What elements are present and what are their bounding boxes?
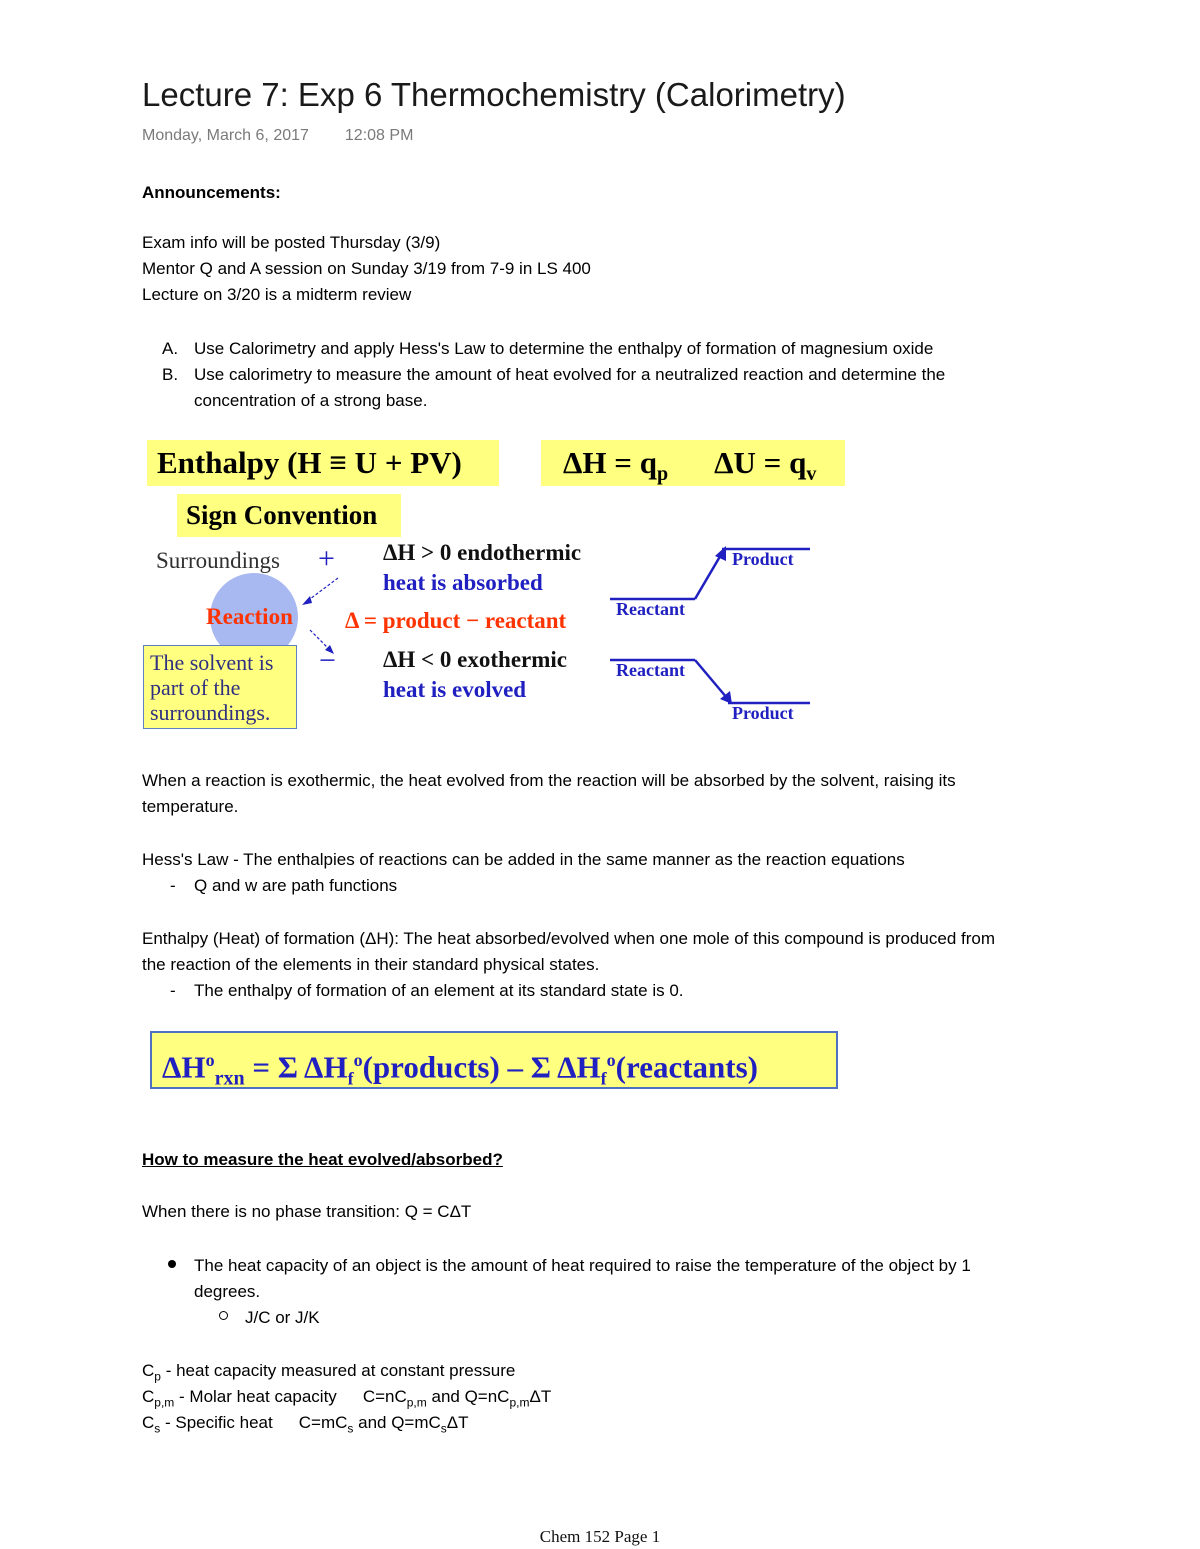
exothermic-paragraph: When a reaction is exothermic, the heat evolved from the reaction will be absorbed by the solvent, raising its bbox=[142, 771, 956, 790]
cs-eq1: C=mC bbox=[298, 1413, 348, 1432]
solvent-note-box bbox=[143, 645, 297, 729]
plus-sign: + bbox=[318, 542, 335, 575]
objective-text: concentration of a strong base. bbox=[194, 391, 428, 410]
minus-sign: − bbox=[319, 644, 336, 677]
page-time: 12:08 PM bbox=[344, 127, 414, 144]
units-line: J/C or J/K bbox=[245, 1308, 320, 1327]
page-title: Lecture 7: Exp 6 Thermochemistry (Calorimetry) bbox=[142, 76, 846, 113]
heat-evolved-label: heat is evolved bbox=[383, 677, 527, 702]
enthalpy-definition-box: Enthalpy (H ≡ U + PV) bbox=[147, 440, 499, 486]
formation-paragraph: Enthalpy (Heat) of formation (ΔH): The heat absorbed/evolved when one mole of this compound is produced from bbox=[142, 929, 995, 948]
endothermic-line: ΔH > 0 endothermic bbox=[383, 540, 582, 565]
reaction-label: Reaction bbox=[206, 604, 293, 629]
delta-definition: Δ = product − reactant bbox=[345, 608, 567, 633]
page-date: Monday, March 6, 2017 bbox=[142, 127, 309, 144]
exothermic-paragraph: temperature. bbox=[142, 797, 239, 816]
cs-eq2: Q=mC bbox=[391, 1413, 441, 1432]
absorb-arrow bbox=[306, 578, 338, 602]
no-phase-line: When there is no phase transition: Q = CΔT bbox=[142, 1202, 472, 1221]
objective-text: Use calorimetry to measure the amount of heat evolved for a neutralized reaction and determine the bbox=[194, 365, 946, 384]
cs-eq2-sub: s bbox=[440, 1421, 447, 1436]
hollow-bullet bbox=[219, 1311, 228, 1320]
cpm-and: and bbox=[426, 1387, 465, 1406]
hess-law-bullet bbox=[170, 873, 397, 899]
cpm-eq2-sub: p,m bbox=[509, 1395, 530, 1410]
endo-arrow-line bbox=[695, 553, 722, 599]
absorb-arrowhead bbox=[302, 596, 312, 605]
cpm-symbol: C bbox=[142, 1387, 155, 1406]
exo-product-label: Product bbox=[732, 703, 794, 723]
formula-degree: o bbox=[205, 1050, 215, 1070]
cp-subscript: p bbox=[154, 1369, 161, 1384]
du-subscript: v bbox=[806, 463, 817, 486]
heat-capacity-definition: The heat capacity of an object is the amount of heat required to raise the temperature of the object by 1 bbox=[194, 1256, 971, 1275]
cpm-eq2-end: ΔT bbox=[529, 1387, 552, 1406]
page-meta bbox=[142, 127, 413, 145]
announcements-heading: Announcements: bbox=[142, 183, 281, 202]
formula-reactants: (reactants) bbox=[615, 1049, 758, 1085]
heat-capacity-definition: degrees. bbox=[194, 1282, 261, 1301]
dh-subscript: p bbox=[656, 463, 669, 486]
endo-product-label: Product bbox=[732, 549, 794, 569]
dash-bullet: - bbox=[170, 981, 176, 1000]
du-equation: ΔU = q bbox=[714, 445, 807, 480]
surroundings-label: Surroundings bbox=[156, 548, 280, 573]
solvent-note-line: surroundings. bbox=[150, 700, 271, 725]
dash-bullet: - bbox=[170, 876, 176, 895]
dh-equation: ΔH = q bbox=[563, 445, 657, 480]
formula-products: (products) – Σ ΔH bbox=[362, 1049, 601, 1085]
announcement-line: Mentor Q and A session on Sunday 3/19 from 7-9 in LS 400 bbox=[142, 259, 591, 278]
formula-sum-products: = Σ ΔH bbox=[244, 1049, 348, 1085]
cpm-eq2: Q=nC bbox=[464, 1387, 510, 1406]
dh-du-equations-box bbox=[541, 440, 845, 486]
formula-rxn: rxn bbox=[214, 1067, 245, 1090]
objective-marker: A. bbox=[162, 339, 179, 358]
cpm-subscript: p,m bbox=[154, 1395, 175, 1410]
formula-f-sub: f bbox=[600, 1068, 607, 1089]
formation-bullet-text: The enthalpy of formation of an element at its standard state is 0. bbox=[194, 981, 684, 1000]
sign-convention-label: Sign Convention bbox=[177, 494, 401, 537]
exo-reactant-label: Reactant bbox=[616, 660, 685, 680]
solvent-note-line: part of the bbox=[150, 675, 241, 700]
cs-eq1-sub: s bbox=[347, 1421, 354, 1436]
cpm-eq1-sub: p,m bbox=[406, 1395, 427, 1410]
cp-symbol: C bbox=[142, 1361, 155, 1380]
formula-f-sub: f bbox=[347, 1068, 354, 1089]
bullet-dot bbox=[168, 1260, 176, 1268]
cs-definition bbox=[142, 1410, 469, 1441]
announcement-line: Exam info will be posted Thursday (3/9) bbox=[142, 233, 441, 252]
cpm-eq1: C=nC bbox=[362, 1387, 407, 1406]
cs-symbol: C bbox=[142, 1413, 155, 1432]
cs-and: and bbox=[353, 1413, 392, 1432]
formula-degree: o bbox=[353, 1050, 363, 1070]
cpm-text: - Molar heat capacity bbox=[174, 1387, 337, 1406]
objective-text: Use Calorimetry and apply Hess's Law to determine the enthalpy of formation of magnesium oxide bbox=[194, 339, 934, 358]
hess-law-line: Hess's Law - The enthalpies of reactions can be added in the same manner as the reaction equations bbox=[142, 850, 905, 869]
exo-arrow-line bbox=[695, 660, 727, 698]
objective-marker: B. bbox=[162, 365, 179, 384]
cs-subscript: s bbox=[154, 1421, 161, 1436]
cs-text: - Specific heat bbox=[160, 1413, 273, 1432]
cs-eq2-end: ΔT bbox=[446, 1413, 469, 1432]
formula-degree: o bbox=[606, 1050, 616, 1070]
page-footer: Chem 152 Page 1 bbox=[539, 1527, 661, 1546]
exothermic-line: ΔH < 0 exothermic bbox=[383, 647, 567, 672]
formation-bullet bbox=[170, 978, 684, 1004]
formula-dh: ΔH bbox=[162, 1049, 206, 1085]
hess-law-bullet-text: Q and w are path functions bbox=[194, 876, 398, 895]
solvent-note-line: The solvent is bbox=[150, 650, 274, 675]
endo-reactant-label: Reactant bbox=[616, 599, 685, 619]
standard-enthalpy-formula bbox=[150, 1031, 838, 1089]
cp-text: - heat capacity measured at constant pressure bbox=[160, 1361, 516, 1380]
measure-heading: How to measure the heat evolved/absorbed? bbox=[142, 1150, 503, 1169]
heat-absorbed-label: heat is absorbed bbox=[383, 570, 543, 595]
announcement-line: Lecture on 3/20 is a midterm review bbox=[142, 285, 412, 304]
formation-paragraph: the reaction of the elements in their standard physical states. bbox=[142, 955, 600, 974]
